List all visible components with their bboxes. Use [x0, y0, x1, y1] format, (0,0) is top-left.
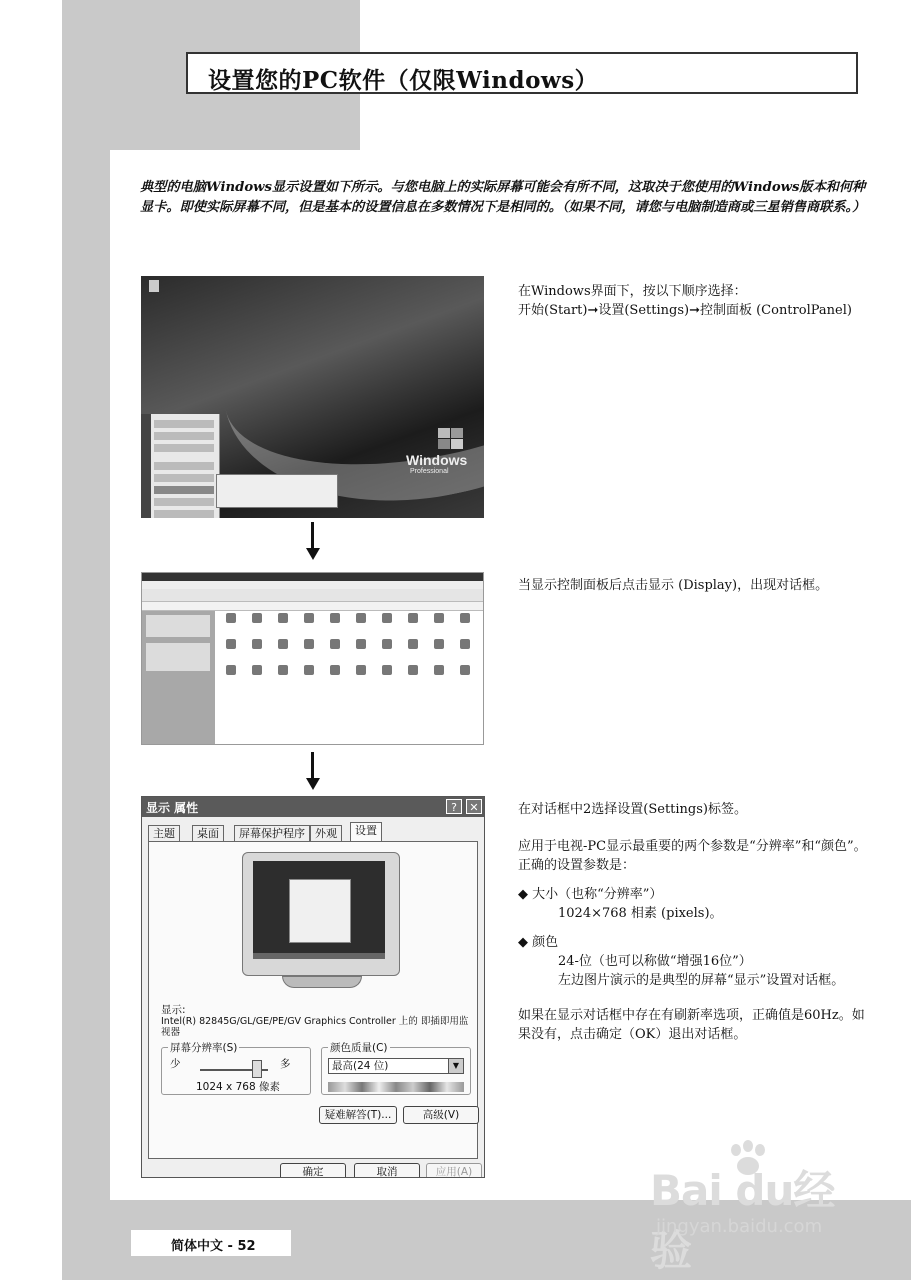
- window-menubar: [142, 581, 483, 589]
- arrow-down-icon: [306, 522, 320, 562]
- start-menu-item[interactable]: [154, 498, 214, 506]
- resolution-group: [161, 1042, 311, 1095]
- ok-button[interactable]: 确定: [280, 1163, 346, 1178]
- start-menu-item[interactable]: [154, 432, 214, 440]
- step3-text: 在对话框中2选择设置(Settings)标签。 应用于电视-PC显示最重要的两个参数是“分辨率”和“颜色”。 正确的设置参数是： ◆ 大小（也称“分辨率”） 1024×768 相素 (pixels)。 ◆ 颜色 24-位（也可以称做“增强16位”） 左边图片演示的是典型的屏幕“显示”设置对话框。 如果在显示对话框中存在有刷新率选项，正确值是60Hz。如果没有，点击确定（OK）退出对话框。: [518, 802, 867, 1042]
- start-menu-item[interactable]: [154, 444, 214, 452]
- resolution-more-label: 多: [280, 1058, 291, 1070]
- resolution-value: 1024 x 768 像素: [196, 1081, 280, 1093]
- color-quality-select[interactable]: 最高(24 位) ▼: [328, 1058, 464, 1074]
- start-menu-item-settings[interactable]: [154, 486, 214, 494]
- intro-paragraph: 典型的电脑Windows显示设置如下所示。与您电脑上的实际屏幕可能会有所不同，这取决于您使用的Windows版本和何种显卡。即使实际屏幕不同，但是基本的设置信息在多数情况下是相同的。（如果不同，请您与电脑制造商或三星销售商联系。）: [140, 180, 866, 215]
- monitor-preview: [242, 852, 402, 982]
- start-menu-item[interactable]: [154, 510, 214, 518]
- settings-submenu[interactable]: [216, 474, 338, 508]
- address-bar: [142, 602, 483, 611]
- start-menu-item[interactable]: [154, 462, 214, 470]
- help-button[interactable]: ?: [446, 799, 462, 814]
- window-toolbar: [142, 589, 483, 602]
- watermark-site: jingyan.baidu.com: [656, 1216, 823, 1237]
- resolution-less-label: 少: [170, 1058, 181, 1070]
- recycle-bin-icon: [149, 280, 159, 292]
- step2-text: 当显示控制面板后点击显示 (Display)，出现对话框。: [518, 578, 829, 593]
- settings-page: [148, 841, 478, 1159]
- close-button[interactable]: ✕: [466, 799, 482, 814]
- start-menu-item[interactable]: [154, 420, 214, 428]
- page-title: 设置您的PC软件（仅限Windows）: [208, 67, 599, 94]
- cancel-button[interactable]: 取消: [354, 1163, 420, 1178]
- page-footer: [131, 1230, 291, 1256]
- color-quality-group: [321, 1042, 471, 1095]
- window-titlebar: [142, 573, 483, 581]
- start-menu-item[interactable]: [154, 474, 214, 482]
- tab-desktop[interactable]: 桌面: [192, 825, 224, 841]
- color-preview-bar: [328, 1082, 464, 1092]
- page-title-box: [186, 52, 858, 94]
- control-panel-screenshot: [141, 572, 484, 745]
- color-quality-label: 颜色质量(C): [330, 1042, 388, 1054]
- bullet-resolution: ◆ 大小（也称“分辨率”）: [518, 887, 663, 902]
- baidu-watermark: [650, 1140, 870, 1275]
- troubleshoot-button[interactable]: 疑难解答(T)...: [319, 1106, 397, 1124]
- resolution-group-label: 屏幕分辨率(S): [170, 1042, 238, 1054]
- task-pane: [142, 611, 215, 745]
- tab-themes[interactable]: 主题: [148, 825, 180, 841]
- chevron-down-icon[interactable]: ▼: [448, 1059, 463, 1073]
- start-menu-banner: [141, 414, 151, 518]
- display-properties-dialog: [141, 796, 485, 1178]
- page-number: 简体中文 - 52: [171, 1239, 256, 1254]
- resolution-slider-thumb[interactable]: [252, 1060, 262, 1078]
- dialog-title: 显示 属性: [146, 801, 199, 815]
- tab-appearance[interactable]: 外观: [310, 825, 342, 841]
- desktop-screenshot: [141, 276, 484, 518]
- windows-edition: Professional: [410, 468, 449, 475]
- tab-screensaver[interactable]: 屏幕保护程序: [234, 825, 310, 841]
- step1-text: 在Windows界面下，按以下顺序选择： 开始(Start)➞设置(Settings)➞控制面板 (ControlPanel): [518, 284, 852, 318]
- dialog-titlebar: [142, 797, 484, 817]
- start-menu[interactable]: [141, 414, 220, 518]
- watermark-brand: Bai du经验: [650, 1166, 835, 1275]
- tab-settings[interactable]: 设置: [350, 822, 382, 842]
- display-device: Intel(R) 82845G/GL/GE/PE/GV Graphics Controller 上的 即插即用监视器: [161, 1016, 469, 1038]
- arrow-down-icon: [306, 752, 320, 792]
- advanced-button[interactable]: 高级(V): [403, 1106, 479, 1124]
- bullet-color: ◆ 颜色: [518, 935, 559, 950]
- windows-flag-icon: [438, 428, 464, 450]
- display-label: 显示:: [161, 1004, 186, 1016]
- windows-wordmark: Windows: [406, 452, 468, 468]
- apply-button[interactable]: 应用(A): [426, 1163, 482, 1178]
